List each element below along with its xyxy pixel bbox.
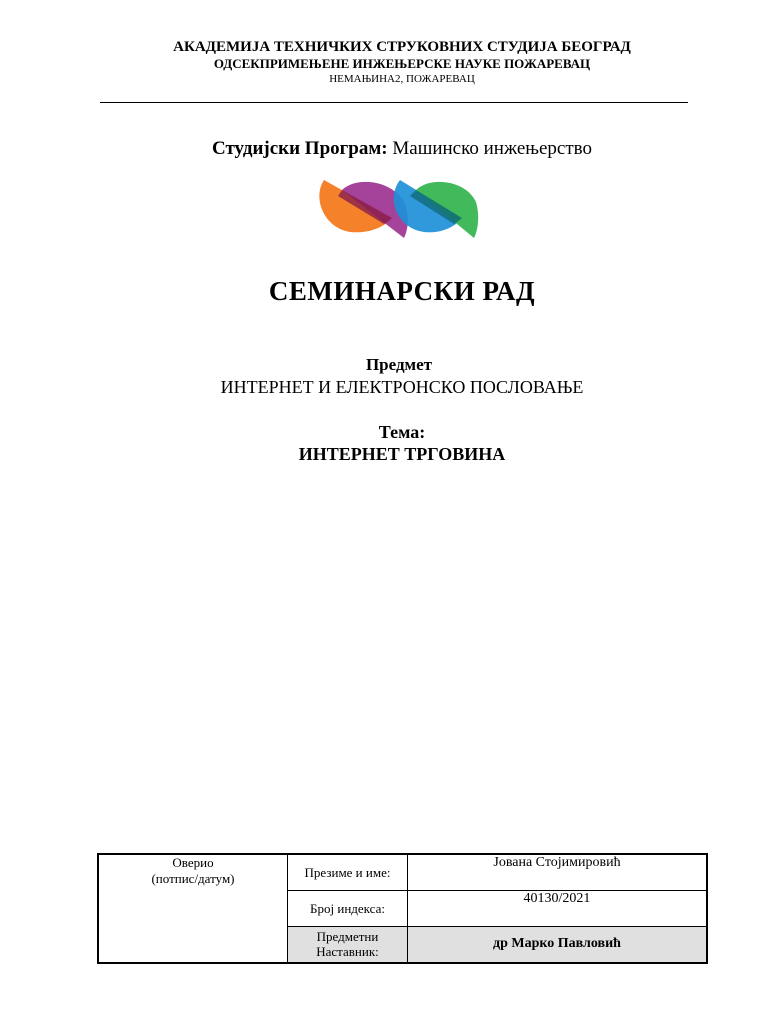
teacher-value: др Марко Павловић (408, 926, 708, 963)
table-row (98, 854, 707, 890)
overlapping-colored-leaves-logo-icon (318, 176, 480, 240)
department-name: ОДСЕКПРИМЕЊЕНЕ ИНЖЕЊЕРСКЕ НАУКЕ ПОЖАРЕВАЦ (213, 56, 591, 71)
subject-value: ИНТЕРНЕТ И ЕЛЕКТРОНСКО ПОСЛОВАЊЕ (220, 377, 584, 397)
header-divider (100, 102, 688, 103)
study-program-label: Студијски Програм: (211, 138, 388, 159)
topic-label: Тема: (378, 422, 426, 442)
teacher-label (288, 926, 408, 963)
index-value: 40130/2021 (408, 890, 708, 926)
document-title: СЕМИНАРСКИ РАД (268, 276, 536, 306)
document-header (0, 38, 768, 86)
name-label: Презиме и име: (288, 854, 408, 890)
study-program-value: Машинско инжењерство (392, 138, 593, 159)
subject-label: Предмет (365, 355, 433, 374)
institution-name: АКАДЕМИЈА ТЕХНИЧКИХ СТРУКОВНИХ СТУДИЈА БЕОГРАД (173, 39, 631, 55)
topic-value: ИНТЕРНЕТ ТРГОВИНА (298, 444, 506, 464)
index-label: Број индекса: (288, 890, 408, 926)
verified-sub-label: (потпис/датум) (151, 871, 235, 886)
student-info-table (97, 853, 708, 964)
teacher-label-line1: Предметни (316, 929, 379, 945)
study-program (0, 138, 768, 160)
teacher-label-line2: Наставник: (316, 944, 379, 960)
verified-cell (98, 854, 288, 963)
institution-address: НЕМАЊИНА2, ПОЖАРЕВАЦ (329, 73, 475, 85)
name-value: Јована Стојимировић (408, 854, 708, 890)
verified-label: Оверио (172, 855, 214, 870)
